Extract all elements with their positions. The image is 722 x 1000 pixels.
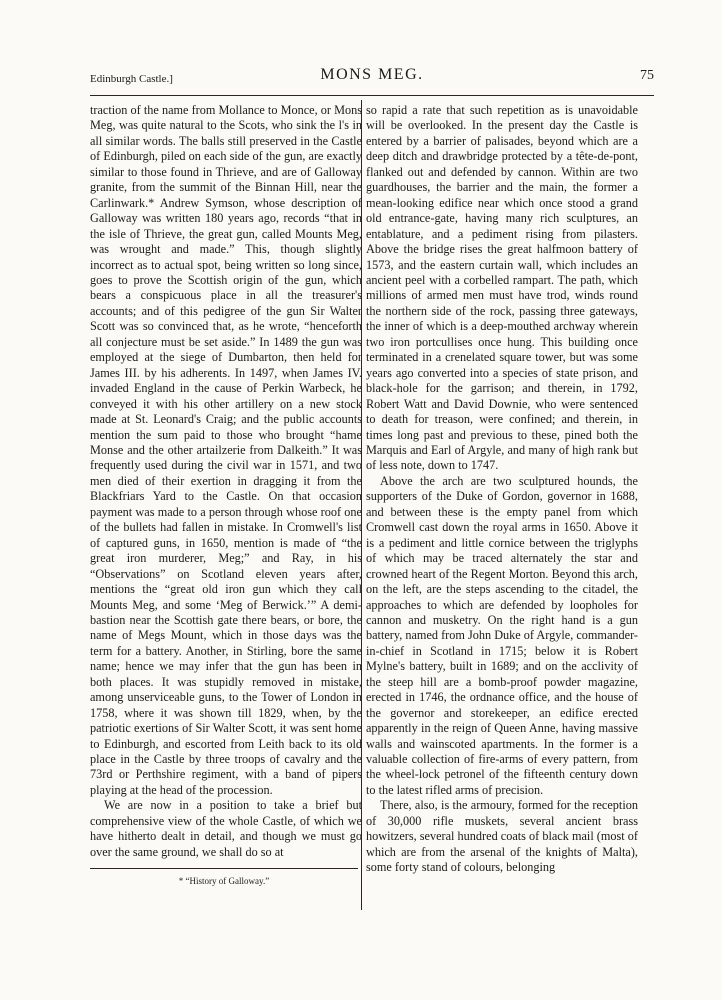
section-label: Edinburgh Castle.] xyxy=(90,73,173,85)
column-divider xyxy=(361,100,362,910)
footnote-rule xyxy=(90,868,358,869)
paragraph: There, also, is the armoury, formed for the reception of 30,000 rifle muskets, several ancient brass howitzers, several hundred coats of black mail (most of which are from the arsenal of the knights of Malta), some forty stand of colours, belonging xyxy=(366,798,638,875)
footnote: * “History of Galloway.” xyxy=(178,876,270,886)
page-title: MONS MEG. xyxy=(320,66,424,83)
header-rule xyxy=(90,95,654,96)
running-head xyxy=(90,66,654,96)
page-number: 75 xyxy=(640,68,654,83)
paragraph: so rapid a rate that such repetition as is unavoidable will be overlooked. In the present day the Castle is entered by a barrier of palisades, beyond which are a deep ditch and drawbridge protected by a tête-de-pont, flanked out and defended by cannon. Within are two guardhouses, the barrier and the main, the former a mean-looking edifice near which once stood a grand old entrance-gate, having many rich sculptures, an entablature, and a pediment rising from pilasters. Above the bridge rises the great halfmoon battery of 1573, and the eastern curtain wall, which includes an ancient peel with a corbelled rampart. The path, which millions of armed men must have trod, winds round the northern side of the rock, passing three gateways, the inner of which is a deep-mouthed archway wherein two iron portcullises once hung. This building once terminated in a crenelated square tower, but was some years ago converted into a species of state prison, and black-hole for the garrison; and therein, in 1792, Robert Watt and David Downie, who were sentenced to death for treason, were confined; and therein, in times long past and previous to these, pined both the Marquis and Earl of Argyle, and many of high rank but of less note, down to 1747. xyxy=(366,103,638,473)
paragraph: Above the arch are two sculptured hounds, the supporters of the Duke of Gordon, governor in 1688, and between these is the empty panel from which Cromwell cast down the royal arms in 1650. Above it is a pediment and little cornice between the triglyphs of which may be traced alternately the star and crowned heart of the Regent Morton. Beyond this arch, on the left, are the steps ascending to the citadel, the approaches to which are defended by loopholes for cannon and musketry. On the right hand is a gun battery, named from John Duke of Argyle, commander-in-chief in Scotland in 1715; below it is Robert Mylne's battery, built in 1689; and on the acclivity of the steep hill are a bomb-proof powder magazine, erected in 1746, the ordnance office, and the house of the governor and storekeeper, an edifice erected apparently in the reign of Queen Anne, having massive walls and wainscoted apartments. In the former is a valuable collection of fire-arms of every pattern, from the wheel-lock petronel of the fifteenth century down to the latest rifled arms of precision. xyxy=(366,473,638,797)
left-column xyxy=(90,103,362,860)
paragraph: We are now in a position to take a brief but comprehensive view of the whole Castle, of which we have hitherto dealt in detail, and though we must go over the same ground, we shall do so at xyxy=(90,798,362,859)
paragraph: traction of the name from Mollance to Monce, or Mons Meg, was quite natural to the Scots, who sink the l's in all similar words. The balls still preserved in the Castle of Edinburgh, piled on each side of the gun, are exactly similar to those found in Thrieve, and are of Galloway granite, from the summit of the Binnan Hill, near the Carlinwark.* Andrew Symson, whose description of Galloway was written 180 years ago, records “that in the isle of Thrieve, the great gun, called Mounts Meg, was wrought and made.” This, though slightly incorrect as to actual spot, being written so long since, goes to prove the Scottish origin of the gun, which bears a conspicuous place in all the treasurer's accounts; and of this pedigree of the gun Sir Walter Scott was so convinced that, as he wrote, “henceforth all conjecture must be set aside.” In 1489 the gun was employed at the siege of Dumbarton, then held for James III. by his adherents. In 1497, when James IV. invaded England in the cause of Perkin Warbeck, he conveyed it with his other artillery on a new stock made at St. Leonard's Craig; and the public accounts mention the sum paid to those who brought “hame Monse and the other artailzerie from Dalkeith.” It was frequently used during the civil war in 1571, and two men died of their exertion in dragging it from the Blackfriars Yard to the Castle. On that occasion payment was made to a person through whose roof one of the bullets had fallen in mistake. In Cromwell's list of captured guns, in 1650, mention is made of “the great iron murderer, Meg;” and Ray, in his “Observations” on Scotland eleven years after, mentions the “great old iron gun which they call Mounts Meg, and some ‘Meg of Berwick.’” A demi-bastion near the Scottish gate there bears, or bore, the name of Megs Mount, which in those days was the term for a battery. Another, in Stirling, bore the same name; hence we may infer that the gun has been in both places. It was stupidly removed in mistake, among unserviceable guns, to the Tower of London in 1758, where it was shown till 1829, when, by the patriotic exertions of Sir Walter Scott, it was sent home to Edinburgh, and escorted from Leith back to its old place in the Castle by three troops of cavalry and the 73rd or Perthshire regiment, with a band of pipers playing at the head of the procession. xyxy=(90,103,362,797)
right-column xyxy=(366,103,638,876)
